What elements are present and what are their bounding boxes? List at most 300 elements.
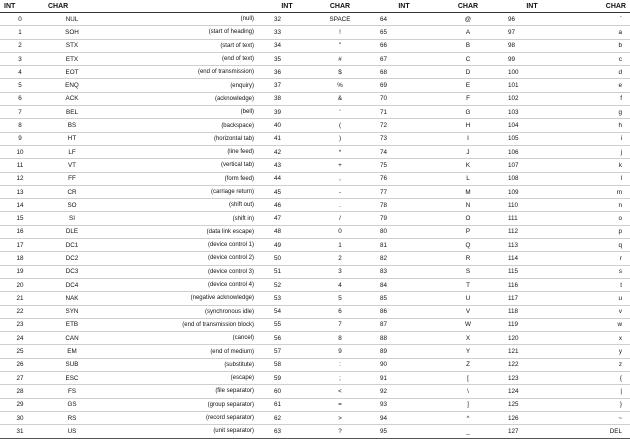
char-cell: q bbox=[564, 239, 630, 252]
char-cell: 0 bbox=[308, 225, 372, 238]
char-cell: 9 bbox=[308, 345, 372, 358]
char-cell: ^ bbox=[436, 411, 500, 424]
int-cell: 27 bbox=[0, 372, 40, 385]
table-row bbox=[0, 92, 630, 105]
table-row bbox=[0, 345, 630, 358]
char-cell: d bbox=[564, 66, 630, 79]
char-cell: - bbox=[308, 185, 372, 198]
table-row bbox=[0, 199, 630, 212]
table-row bbox=[0, 398, 630, 411]
int-cell: 80 bbox=[372, 225, 436, 238]
int-cell: 46 bbox=[266, 199, 308, 212]
char-cell: ` bbox=[564, 13, 630, 26]
char-cell: DEL bbox=[564, 425, 630, 438]
int-cell: 0 bbox=[0, 13, 40, 26]
char-cell: NUL bbox=[40, 13, 104, 26]
int-cell: 56 bbox=[266, 332, 308, 345]
char-cell: SPACE bbox=[308, 13, 372, 26]
char-cell: SUB bbox=[40, 358, 104, 371]
description-cell: (shift in) bbox=[104, 212, 266, 225]
int-cell: 54 bbox=[266, 305, 308, 318]
char-cell: C bbox=[436, 52, 500, 65]
char-cell: ) bbox=[308, 132, 372, 145]
int-cell: 69 bbox=[372, 79, 436, 92]
int-cell: 113 bbox=[500, 239, 564, 252]
int-cell: 29 bbox=[0, 398, 40, 411]
char-cell: 4 bbox=[308, 278, 372, 291]
char-cell: CAN bbox=[40, 332, 104, 345]
int-cell: 34 bbox=[266, 39, 308, 52]
int-cell: 45 bbox=[266, 185, 308, 198]
char-cell: DC1 bbox=[40, 239, 104, 252]
int-cell: 68 bbox=[372, 66, 436, 79]
int-cell: 18 bbox=[0, 252, 40, 265]
char-cell: o bbox=[564, 212, 630, 225]
description-cell: (cancel) bbox=[104, 332, 266, 345]
description-cell: (form feed) bbox=[104, 172, 266, 185]
table-row bbox=[0, 26, 630, 39]
char-cell: m bbox=[564, 185, 630, 198]
int-cell: 65 bbox=[372, 26, 436, 39]
int-cell: 72 bbox=[372, 119, 436, 132]
description-cell: (device control 4) bbox=[104, 278, 266, 291]
int-cell: 103 bbox=[500, 106, 564, 119]
char-cell: w bbox=[564, 318, 630, 331]
description-cell: (carriage return) bbox=[104, 185, 266, 198]
char-cell: e bbox=[564, 79, 630, 92]
int-cell: 88 bbox=[372, 332, 436, 345]
header-char: CHAR bbox=[40, 0, 104, 13]
char-cell: _ bbox=[436, 425, 500, 438]
int-cell: 55 bbox=[266, 318, 308, 331]
int-cell: 120 bbox=[500, 332, 564, 345]
int-cell: 26 bbox=[0, 358, 40, 371]
char-cell: ? bbox=[308, 425, 372, 438]
char-cell: $ bbox=[308, 66, 372, 79]
char-cell: BS bbox=[40, 119, 104, 132]
int-cell: 14 bbox=[0, 199, 40, 212]
header-description bbox=[104, 0, 266, 13]
char-cell: GS bbox=[40, 398, 104, 411]
char-cell: Q bbox=[436, 239, 500, 252]
char-cell: P bbox=[436, 225, 500, 238]
char-cell: W bbox=[436, 318, 500, 331]
char-cell: J bbox=[436, 145, 500, 158]
int-cell: 122 bbox=[500, 358, 564, 371]
char-cell: # bbox=[308, 52, 372, 65]
int-cell: 33 bbox=[266, 26, 308, 39]
int-cell: 96 bbox=[500, 13, 564, 26]
int-cell: 97 bbox=[500, 26, 564, 39]
int-cell: 61 bbox=[266, 398, 308, 411]
int-cell: 12 bbox=[0, 172, 40, 185]
char-cell: SO bbox=[40, 199, 104, 212]
table-row bbox=[0, 106, 630, 119]
int-cell: 11 bbox=[0, 159, 40, 172]
char-cell: VT bbox=[40, 159, 104, 172]
int-cell: 100 bbox=[500, 66, 564, 79]
table-row bbox=[0, 13, 630, 26]
int-cell: 74 bbox=[372, 145, 436, 158]
char-cell: c bbox=[564, 52, 630, 65]
description-cell: (device control 1) bbox=[104, 239, 266, 252]
table-row bbox=[0, 66, 630, 79]
char-cell: j bbox=[564, 145, 630, 158]
char-cell: . bbox=[308, 199, 372, 212]
int-cell: 21 bbox=[0, 292, 40, 305]
int-cell: 48 bbox=[266, 225, 308, 238]
int-cell: 39 bbox=[266, 106, 308, 119]
char-cell: H bbox=[436, 119, 500, 132]
int-cell: 52 bbox=[266, 278, 308, 291]
char-cell: a bbox=[564, 26, 630, 39]
char-cell: BEL bbox=[40, 106, 104, 119]
char-cell: \ bbox=[436, 385, 500, 398]
int-cell: 1 bbox=[0, 26, 40, 39]
char-cell: < bbox=[308, 385, 372, 398]
char-cell: X bbox=[436, 332, 500, 345]
int-cell: 81 bbox=[372, 239, 436, 252]
int-cell: 115 bbox=[500, 265, 564, 278]
char-cell: n bbox=[564, 199, 630, 212]
int-cell: 104 bbox=[500, 119, 564, 132]
table-row bbox=[0, 119, 630, 132]
char-cell: HT bbox=[40, 132, 104, 145]
description-cell: (synchronous idle) bbox=[104, 305, 266, 318]
int-cell: 112 bbox=[500, 225, 564, 238]
char-cell: b bbox=[564, 39, 630, 52]
char-cell: NAK bbox=[40, 292, 104, 305]
char-cell: t bbox=[564, 278, 630, 291]
int-cell: 40 bbox=[266, 119, 308, 132]
description-cell: (horizontal tab) bbox=[104, 132, 266, 145]
int-cell: 108 bbox=[500, 172, 564, 185]
header-int: INT bbox=[500, 0, 564, 13]
char-cell: f bbox=[564, 92, 630, 105]
char-cell: ENQ bbox=[40, 79, 104, 92]
char-cell: } bbox=[564, 398, 630, 411]
char-cell: SI bbox=[40, 212, 104, 225]
description-cell: (record separator) bbox=[104, 411, 266, 424]
int-cell: 124 bbox=[500, 385, 564, 398]
char-cell: ( bbox=[308, 119, 372, 132]
int-cell: 73 bbox=[372, 132, 436, 145]
char-cell: ETX bbox=[40, 52, 104, 65]
int-cell: 106 bbox=[500, 145, 564, 158]
char-cell: z bbox=[564, 358, 630, 371]
int-cell: 23 bbox=[0, 318, 40, 331]
table-row bbox=[0, 39, 630, 52]
char-cell: E bbox=[436, 79, 500, 92]
int-cell: 85 bbox=[372, 292, 436, 305]
description-cell: (end of text) bbox=[104, 52, 266, 65]
description-cell: (end of transmission) bbox=[104, 66, 266, 79]
char-cell: l bbox=[564, 172, 630, 185]
description-cell: (device control 2) bbox=[104, 252, 266, 265]
int-cell: 2 bbox=[0, 39, 40, 52]
table-row bbox=[0, 318, 630, 331]
int-cell: 31 bbox=[0, 425, 40, 438]
int-cell: 125 bbox=[500, 398, 564, 411]
table-row bbox=[0, 358, 630, 371]
char-cell: % bbox=[308, 79, 372, 92]
int-cell: 49 bbox=[266, 239, 308, 252]
int-cell: 66 bbox=[372, 39, 436, 52]
description-cell: (acknowledge) bbox=[104, 92, 266, 105]
header-int: INT bbox=[266, 0, 308, 13]
int-cell: 6 bbox=[0, 92, 40, 105]
char-cell: r bbox=[564, 252, 630, 265]
description-cell: (bell) bbox=[104, 106, 266, 119]
int-cell: 24 bbox=[0, 332, 40, 345]
int-cell: 28 bbox=[0, 385, 40, 398]
int-cell: 102 bbox=[500, 92, 564, 105]
char-cell: DC4 bbox=[40, 278, 104, 291]
char-cell: > bbox=[308, 411, 372, 424]
char-cell: LF bbox=[40, 145, 104, 158]
table-row bbox=[0, 265, 630, 278]
int-cell: 37 bbox=[266, 79, 308, 92]
char-cell: DC2 bbox=[40, 252, 104, 265]
int-cell: 91 bbox=[372, 372, 436, 385]
char-cell: + bbox=[308, 159, 372, 172]
int-cell: 82 bbox=[372, 252, 436, 265]
char-cell: 5 bbox=[308, 292, 372, 305]
int-cell: 30 bbox=[0, 411, 40, 424]
char-cell: A bbox=[436, 26, 500, 39]
description-cell: (enquiry) bbox=[104, 79, 266, 92]
char-cell: K bbox=[436, 159, 500, 172]
char-cell: ETB bbox=[40, 318, 104, 331]
int-cell: 121 bbox=[500, 345, 564, 358]
int-cell: 7 bbox=[0, 106, 40, 119]
int-cell: 76 bbox=[372, 172, 436, 185]
int-cell: 4 bbox=[0, 66, 40, 79]
int-cell: 57 bbox=[266, 345, 308, 358]
char-cell: | bbox=[564, 385, 630, 398]
table-row bbox=[0, 292, 630, 305]
table-row bbox=[0, 159, 630, 172]
char-cell: @ bbox=[436, 13, 500, 26]
char-cell: I bbox=[436, 132, 500, 145]
header-char: CHAR bbox=[564, 0, 630, 13]
int-cell: 93 bbox=[372, 398, 436, 411]
int-cell: 53 bbox=[266, 292, 308, 305]
table-row bbox=[0, 385, 630, 398]
int-cell: 51 bbox=[266, 265, 308, 278]
char-cell: y bbox=[564, 345, 630, 358]
int-cell: 63 bbox=[266, 425, 308, 438]
int-cell: 3 bbox=[0, 52, 40, 65]
table-header bbox=[0, 0, 630, 13]
int-cell: 75 bbox=[372, 159, 436, 172]
char-cell: ; bbox=[308, 372, 372, 385]
description-cell: (shift out) bbox=[104, 199, 266, 212]
int-cell: 101 bbox=[500, 79, 564, 92]
char-cell: N bbox=[436, 199, 500, 212]
table-row bbox=[0, 172, 630, 185]
char-cell: F bbox=[436, 92, 500, 105]
description-cell: (device control 3) bbox=[104, 265, 266, 278]
header-char: CHAR bbox=[436, 0, 500, 13]
int-cell: 92 bbox=[372, 385, 436, 398]
int-cell: 70 bbox=[372, 92, 436, 105]
int-cell: 123 bbox=[500, 372, 564, 385]
int-cell: 32 bbox=[266, 13, 308, 26]
header-row bbox=[0, 0, 630, 13]
table-row bbox=[0, 252, 630, 265]
char-cell: / bbox=[308, 212, 372, 225]
table-row bbox=[0, 52, 630, 65]
int-cell: 84 bbox=[372, 278, 436, 291]
header-char: CHAR bbox=[308, 0, 372, 13]
table-row bbox=[0, 225, 630, 238]
description-cell: (backspace) bbox=[104, 119, 266, 132]
description-cell: (vertical tab) bbox=[104, 159, 266, 172]
char-cell: ! bbox=[308, 26, 372, 39]
int-cell: 62 bbox=[266, 411, 308, 424]
table-row bbox=[0, 372, 630, 385]
int-cell: 77 bbox=[372, 185, 436, 198]
int-cell: 89 bbox=[372, 345, 436, 358]
table-row bbox=[0, 332, 630, 345]
table-row bbox=[0, 212, 630, 225]
int-cell: 15 bbox=[0, 212, 40, 225]
char-cell: ACK bbox=[40, 92, 104, 105]
table-row bbox=[0, 239, 630, 252]
char-cell: T bbox=[436, 278, 500, 291]
table-row bbox=[0, 411, 630, 424]
int-cell: 25 bbox=[0, 345, 40, 358]
char-cell: EOT bbox=[40, 66, 104, 79]
int-cell: 60 bbox=[266, 385, 308, 398]
int-cell: 87 bbox=[372, 318, 436, 331]
char-cell: FS bbox=[40, 385, 104, 398]
char-cell: 6 bbox=[308, 305, 372, 318]
char-cell: Z bbox=[436, 358, 500, 371]
char-cell: : bbox=[308, 358, 372, 371]
char-cell: " bbox=[308, 39, 372, 52]
char-cell: * bbox=[308, 145, 372, 158]
int-cell: 114 bbox=[500, 252, 564, 265]
int-cell: 90 bbox=[372, 358, 436, 371]
char-cell: = bbox=[308, 398, 372, 411]
int-cell: 36 bbox=[266, 66, 308, 79]
int-cell: 107 bbox=[500, 159, 564, 172]
char-cell: , bbox=[308, 172, 372, 185]
char-cell: B bbox=[436, 39, 500, 52]
int-cell: 8 bbox=[0, 119, 40, 132]
char-cell: 8 bbox=[308, 332, 372, 345]
int-cell: 94 bbox=[372, 411, 436, 424]
int-cell: 13 bbox=[0, 185, 40, 198]
int-cell: 109 bbox=[500, 185, 564, 198]
char-cell: D bbox=[436, 66, 500, 79]
int-cell: 67 bbox=[372, 52, 436, 65]
char-cell: SYN bbox=[40, 305, 104, 318]
char-cell: 1 bbox=[308, 239, 372, 252]
header-int: INT bbox=[372, 0, 436, 13]
description-cell: (end of medium) bbox=[104, 345, 266, 358]
char-cell: R bbox=[436, 252, 500, 265]
char-cell: STX bbox=[40, 39, 104, 52]
int-cell: 110 bbox=[500, 199, 564, 212]
int-cell: 126 bbox=[500, 411, 564, 424]
char-cell: EM bbox=[40, 345, 104, 358]
char-cell: x bbox=[564, 332, 630, 345]
int-cell: 116 bbox=[500, 278, 564, 291]
table-row bbox=[0, 278, 630, 291]
description-cell: (data link escape) bbox=[104, 225, 266, 238]
char-cell: 3 bbox=[308, 265, 372, 278]
int-cell: 99 bbox=[500, 52, 564, 65]
int-cell: 41 bbox=[266, 132, 308, 145]
table-row bbox=[0, 305, 630, 318]
char-cell: u bbox=[564, 292, 630, 305]
description-cell: (file separator) bbox=[104, 385, 266, 398]
char-cell: US bbox=[40, 425, 104, 438]
char-cell: k bbox=[564, 159, 630, 172]
char-cell: RS bbox=[40, 411, 104, 424]
char-cell: h bbox=[564, 119, 630, 132]
int-cell: 64 bbox=[372, 13, 436, 26]
char-cell: 2 bbox=[308, 252, 372, 265]
char-cell: O bbox=[436, 212, 500, 225]
table-row bbox=[0, 145, 630, 158]
description-cell: (escape) bbox=[104, 372, 266, 385]
char-cell: s bbox=[564, 265, 630, 278]
int-cell: 20 bbox=[0, 278, 40, 291]
char-cell: G bbox=[436, 106, 500, 119]
char-cell: ' bbox=[308, 106, 372, 119]
int-cell: 22 bbox=[0, 305, 40, 318]
table-row bbox=[0, 185, 630, 198]
description-cell: (start of heading) bbox=[104, 26, 266, 39]
char-cell: V bbox=[436, 305, 500, 318]
description-cell: (end of transmission block) bbox=[104, 318, 266, 331]
int-cell: 83 bbox=[372, 265, 436, 278]
char-cell: ~ bbox=[564, 411, 630, 424]
int-cell: 9 bbox=[0, 132, 40, 145]
char-cell: 7 bbox=[308, 318, 372, 331]
char-cell: FF bbox=[40, 172, 104, 185]
int-cell: 98 bbox=[500, 39, 564, 52]
int-cell: 86 bbox=[372, 305, 436, 318]
int-cell: 35 bbox=[266, 52, 308, 65]
int-cell: 19 bbox=[0, 265, 40, 278]
char-cell: S bbox=[436, 265, 500, 278]
char-cell: DLE bbox=[40, 225, 104, 238]
int-cell: 47 bbox=[266, 212, 308, 225]
int-cell: 95 bbox=[372, 425, 436, 438]
table-row bbox=[0, 132, 630, 145]
char-cell: SOH bbox=[40, 26, 104, 39]
char-cell: DC3 bbox=[40, 265, 104, 278]
int-cell: 43 bbox=[266, 159, 308, 172]
int-cell: 10 bbox=[0, 145, 40, 158]
char-cell: { bbox=[564, 372, 630, 385]
header-int: INT bbox=[0, 0, 40, 13]
char-cell: ESC bbox=[40, 372, 104, 385]
int-cell: 119 bbox=[500, 318, 564, 331]
int-cell: 118 bbox=[500, 305, 564, 318]
description-cell: (group separator) bbox=[104, 398, 266, 411]
int-cell: 105 bbox=[500, 132, 564, 145]
char-cell: i bbox=[564, 132, 630, 145]
description-cell: (null) bbox=[104, 13, 266, 26]
int-cell: 71 bbox=[372, 106, 436, 119]
char-cell: p bbox=[564, 225, 630, 238]
